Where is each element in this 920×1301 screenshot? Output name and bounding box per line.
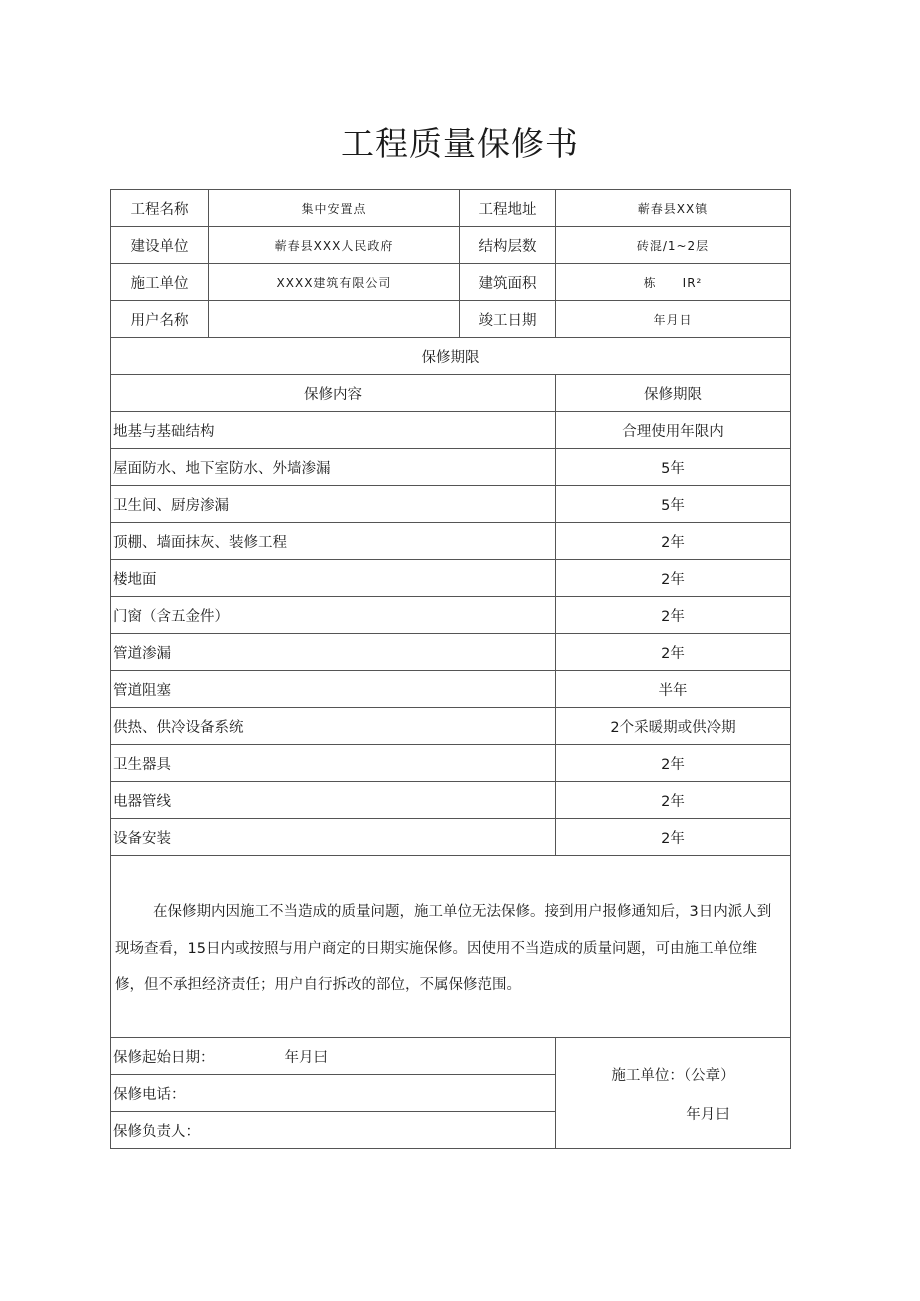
table-row <box>111 449 791 486</box>
warranty-period: 2年 <box>556 745 791 782</box>
info-row <box>111 190 791 227</box>
table-row <box>111 634 791 671</box>
label-user-name: 用户名称 <box>111 301 209 338</box>
warranty-content: 楼地面 <box>111 560 556 597</box>
warranty-section-title: 保修期限 <box>111 338 791 375</box>
column-header-period: 保修期限 <box>556 375 791 412</box>
table-row <box>111 708 791 745</box>
info-row <box>111 227 791 264</box>
value-contractor: XXXX建筑有限公司 <box>209 264 460 301</box>
warranty-content: 管道渗漏 <box>111 634 556 671</box>
warranty-content: 管道阻塞 <box>111 671 556 708</box>
label-project-name: 工程名称 <box>111 190 209 227</box>
warranty-period: 2年 <box>556 634 791 671</box>
warranty-period: 2年 <box>556 819 791 856</box>
start-date-value: 年月曰 <box>284 1049 328 1066</box>
warranty-period: 合理使用年限内 <box>556 412 791 449</box>
value-project-name: 集中安置点 <box>209 190 460 227</box>
value-project-address: 蕲春县XX镇 <box>556 190 791 227</box>
label-contractor: 施工单位 <box>111 264 209 301</box>
value-completion-date: 年月日 <box>556 301 791 338</box>
info-row <box>111 264 791 301</box>
warranty-period: 5年 <box>556 449 791 486</box>
value-area: 栋 IR² <box>556 264 791 301</box>
warranty-period: 5年 <box>556 486 791 523</box>
table-row <box>111 745 791 782</box>
warranty-content: 电器管线 <box>111 782 556 819</box>
warranty-period: 2个采暖期或供冷期 <box>556 708 791 745</box>
contractor-seal-label: 施工单位：（公章） <box>611 1068 735 1084</box>
page-title: 工程质量保修书 <box>341 124 579 163</box>
column-header-content: 保修内容 <box>111 375 556 412</box>
table-row <box>111 486 791 523</box>
warranty-period: 2年 <box>556 560 791 597</box>
warranty-content: 卫生间、厨房渗漏 <box>111 486 556 523</box>
label-structure: 结构层数 <box>460 227 556 264</box>
start-date-field <box>111 1038 556 1075</box>
warranty-content: 顶棚、墙面抹灰、装修工程 <box>111 523 556 560</box>
table-row <box>111 597 791 634</box>
warranty-phone-label: 保修电话： <box>111 1075 556 1112</box>
info-row <box>111 301 791 338</box>
table-row <box>111 671 791 708</box>
warranty-period: 2年 <box>556 523 791 560</box>
warranty-content: 卫生器具 <box>111 745 556 782</box>
table-row <box>111 523 791 560</box>
label-area: 建筑面积 <box>460 264 556 301</box>
contractor-seal-date: 年月曰 <box>686 1107 730 1123</box>
warranty-period: 2年 <box>556 782 791 819</box>
table-row <box>111 782 791 819</box>
label-builder: 建设单位 <box>111 227 209 264</box>
warranty-content: 门窗（含五金件） <box>111 597 556 634</box>
table-row <box>111 412 791 449</box>
value-user-name <box>209 301 460 338</box>
warranty-terms-paragraph: 在保修期内因施工不当造成的质量问题，施工单位无法保修。接到用户报修通知后，3日内派人到现场查看，15日内或按照与用户商定的日期实施保修。因使用不当造成的质量问题，可由施工单位维修，但不承担经济责任；用户自行拆改的部位，不属保修范围。 <box>111 856 791 1038</box>
start-date-label: 保修起始日期： <box>113 1049 215 1066</box>
warranty-period: 2年 <box>556 597 791 634</box>
value-builder: 蕲春县XXX人民政府 <box>209 227 460 264</box>
contractor-seal-block <box>556 1038 791 1149</box>
warranty-manager-label: 保修负责人： <box>111 1112 556 1149</box>
warranty-content: 地基与基础结构 <box>111 412 556 449</box>
warranty-content: 设备安装 <box>111 819 556 856</box>
table-row <box>111 819 791 856</box>
warranty-content: 屋面防水、地下室防水、外墙渗漏 <box>111 449 556 486</box>
warranty-content: 供热、供冷设备系统 <box>111 708 556 745</box>
value-structure: 砖混/1~2层 <box>556 227 791 264</box>
label-project-address: 工程地址 <box>460 190 556 227</box>
warranty-form <box>110 189 791 1149</box>
table-row <box>111 560 791 597</box>
warranty-period: 半年 <box>556 671 791 708</box>
label-completion-date: 竣工日期 <box>460 301 556 338</box>
